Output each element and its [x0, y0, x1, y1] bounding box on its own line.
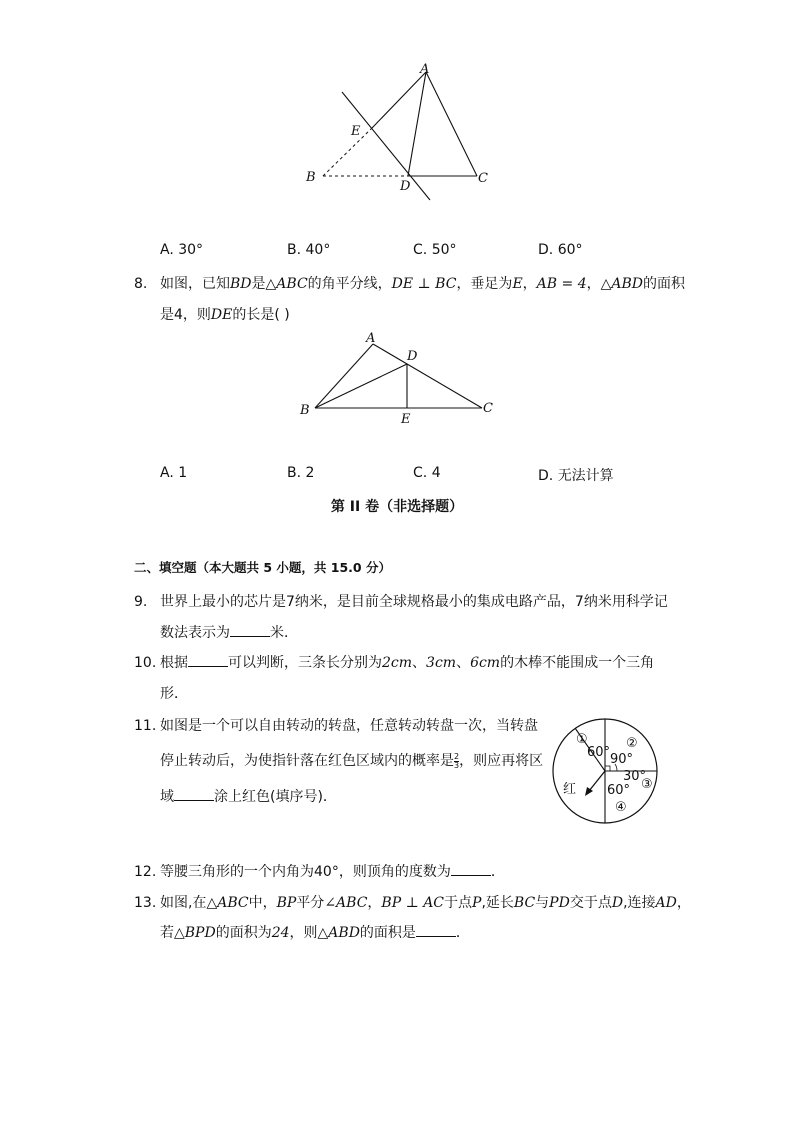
q12-line-1: 等腰三角形的一个内角为40°，则顶角的度数为 ． [160, 864, 505, 880]
angle-60-top: 60° [587, 745, 611, 760]
region-2-label: ② [626, 736, 638, 751]
region-1-label: ① [576, 732, 588, 747]
q8-option-d[interactable]: D. 无法计算 [538, 468, 614, 484]
region-4-label: ④ [615, 800, 627, 815]
q11-number: 11. [134, 718, 157, 734]
angle-60-bottom: 60° [607, 783, 631, 798]
q13-number: 13. [134, 895, 157, 911]
q8-line-1: 如图，已知BD是△ABC的角平分线，DE ⊥ BC，垂足为E，AB = 4，△ABD的面积 [160, 276, 685, 292]
label-c: C [483, 401, 493, 416]
q7-option-a[interactable]: A. 30° [160, 242, 204, 258]
pointer-arrow[interactable] [589, 771, 605, 791]
q9-number: 9. [134, 594, 148, 610]
answer-blank[interactable] [188, 654, 228, 667]
region-3-label: ③ [641, 777, 653, 792]
part-title: 第 II 卷（非选择题） [330, 499, 464, 515]
q7-option-b[interactable]: B. 40° [287, 242, 331, 258]
answer-blank[interactable] [451, 863, 491, 876]
q8-option-c[interactable]: C. 4 [413, 465, 441, 481]
q7-option-d[interactable]: D. 60° [538, 242, 583, 258]
q12-number: 12. [134, 864, 157, 880]
q13-line-1: 如图,在△ABC中，BP平分∠ABC，BP ⊥ AC于点P,延长BC与PD交于点D,连接AD， [160, 895, 691, 911]
q8-option-b[interactable]: B. 2 [287, 465, 315, 481]
label-d: D [407, 349, 418, 364]
segment-ba [315, 344, 373, 408]
section-heading: 二、填空题（本大题共 5 小题，共 15.0 分） [134, 560, 391, 575]
q10-number: 10. [134, 655, 157, 671]
q10-line-1: 根据 可以判断，三条长分别为2cm、3cm、6cm的木棒不能围成一个三角 [160, 655, 655, 671]
q8-number: 8. [134, 276, 148, 292]
figure-q8 [295, 328, 505, 428]
answer-blank[interactable] [174, 788, 214, 801]
label-a: A [420, 62, 430, 77]
spinner-figure [549, 715, 661, 827]
q8-line-2: 是4，则DE的长是( ) [160, 307, 290, 323]
q8-option-a[interactable]: A. 1 [160, 465, 188, 481]
label-c: C [478, 171, 488, 186]
segment-ac [426, 72, 477, 176]
segment-bd [315, 364, 407, 408]
label-b: B [300, 403, 310, 418]
label-e: E [401, 412, 411, 427]
red-label: 红 [563, 782, 577, 797]
label-d: D [400, 179, 411, 194]
figure-q7 [290, 55, 520, 210]
answer-blank[interactable] [230, 624, 270, 637]
q11-line-2: 停止转动后，为使指针落在红色区域内的概率是 $\frac{2}{3}$ ，则应再将区 [160, 751, 544, 770]
fraction: $\frac{2}{3}$ [454, 751, 460, 770]
label-b: B [306, 170, 316, 185]
q9-line-1: 世界上最小的芯片是7纳米，是目前全球规格最小的集成电路产品，7纳米用科学记 [160, 594, 668, 610]
answer-blank[interactable] [416, 924, 456, 937]
q9-line-2: 数法表示为 米． [160, 625, 298, 641]
q10-line-2: 形． [160, 686, 188, 702]
q11-line-3: 域 涂上红色(填序号)． [160, 789, 337, 805]
segment-be-dashed [323, 128, 372, 176]
angle-90: 90° [610, 752, 634, 767]
label-e: E [351, 124, 361, 139]
angle-30: 30° [623, 769, 647, 784]
fold-line [342, 92, 430, 200]
q7-option-c[interactable]: C. 50° [413, 242, 457, 258]
q13-line-2: 若△BPD的面积为24，则△ABD的面积是 ． [160, 925, 470, 941]
q11-line-1: 如图是一个可以自由转动的转盘，任意转动转盘一次，当转盘 [160, 718, 538, 734]
segment-ac [373, 344, 482, 408]
label-a: A [366, 331, 376, 346]
